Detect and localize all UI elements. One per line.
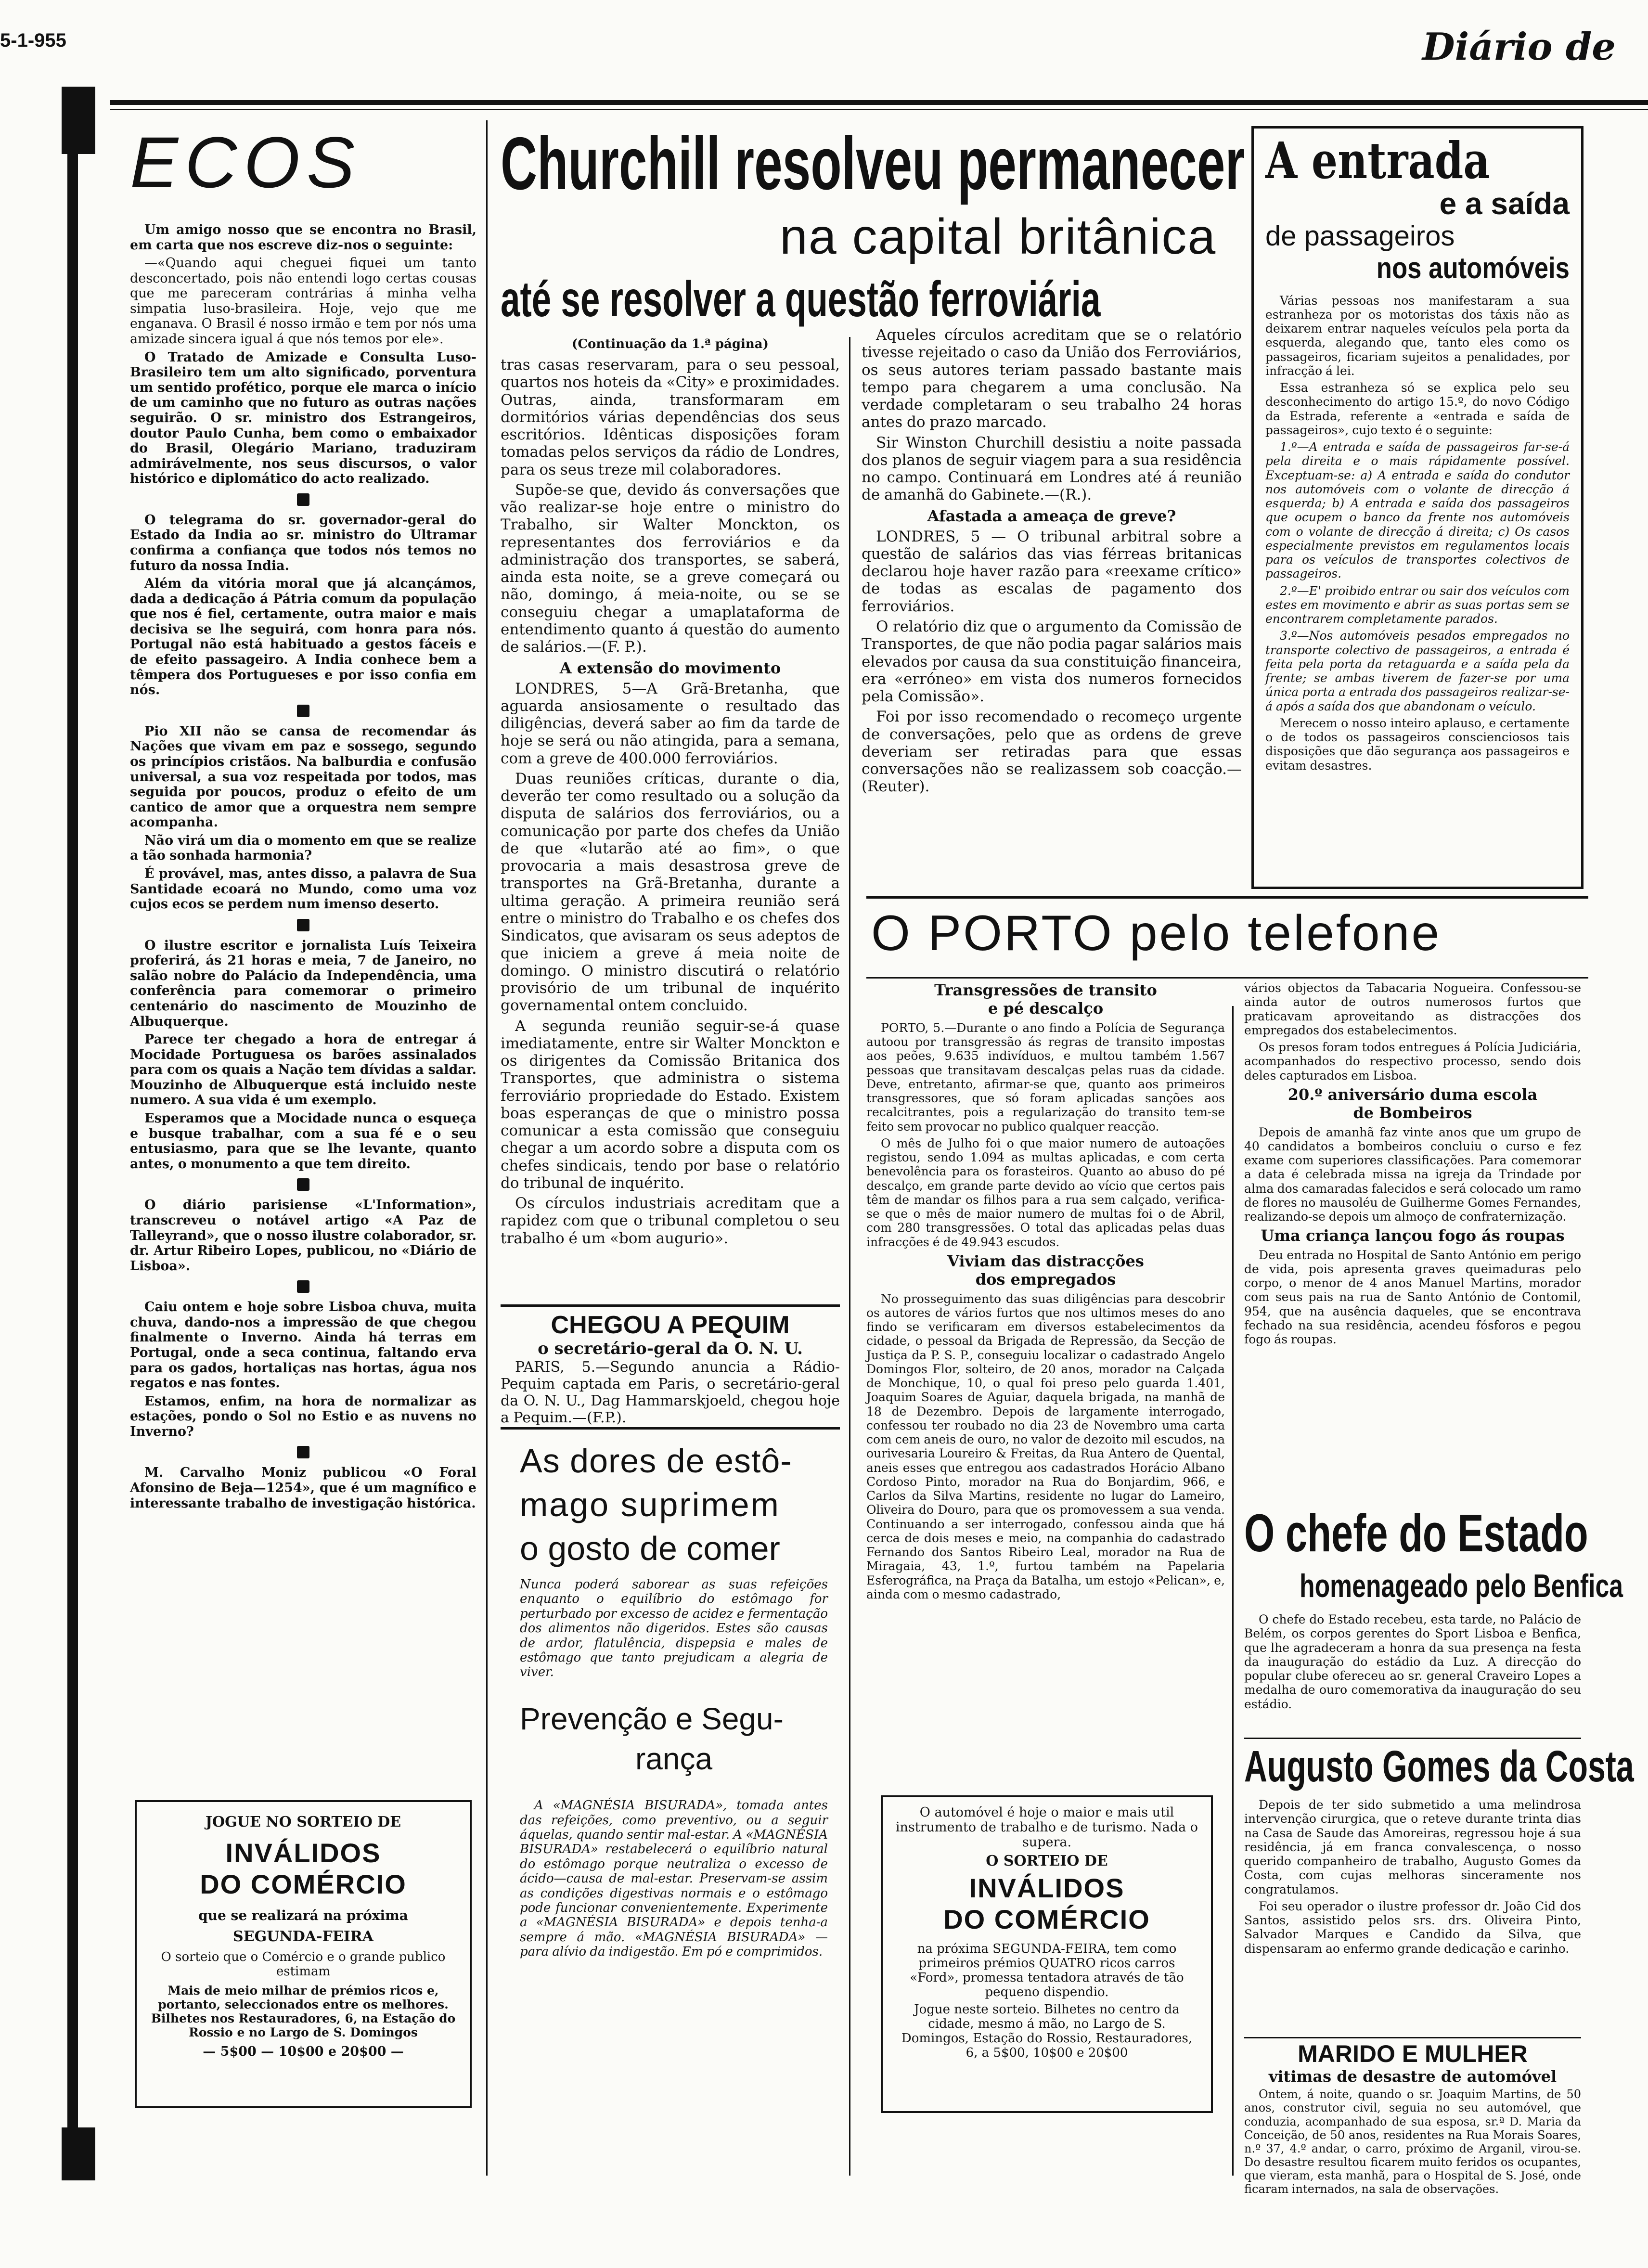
subheading: e pé descalço xyxy=(988,999,1104,1018)
ad-heading: Prevenção e Segu- xyxy=(520,1701,784,1736)
ecos-paragraph: O ilustre escritor e jornalista Luís Teixeira proferirá, ás 21 horas e meia, 7 de Janeiro, no salão nobre do Palácio da Independência, uma conferência para comemorar o primeiro centenário do nascimento de Mouzinho de Albuquerque. xyxy=(130,938,476,1029)
subheading: A extensão do movimento xyxy=(559,658,781,677)
ad-heading: As dores de estô- xyxy=(520,1442,792,1480)
separator-mark xyxy=(297,1280,309,1293)
article-paragraph: PORTO, 5.—Durante o ano findo a Polícia de Segurança autoou por transgressão ás regras de transito impostas aos peões, 9.635 indivíduos, e multou também 1.567 pessoas que transitavam descalças pelas ruas da cidade. Deve, entretanto, afirmar-se que, quanto aos primeiros transgressores, que só foram aplicadas sanções aos recalcitrantes, pois a regularização do transito tem-se feito sem provocar no publico qualquer reacção. xyxy=(866,1020,1225,1134)
porto-title: O PORTO pelo telefone xyxy=(871,905,1442,961)
ecos-paragraph: O telegrama do sr. governador-geral do Estado da India ao sr. ministro do Ultramar confirma a confiança que todos nós temos no futuro da nossa India. xyxy=(130,512,476,573)
ecos-paragraph: Além da vitória moral que já alcançámos, dada a dedicação á Pátria comum da população que nos é fiel, certamente, outra maior e mais decisiva se lhe seguirá, com honra para nós. Portugal não está habituado a gestos fáceis e de efeito passageiro. A India conhece bem a têmpera dos Portugueses e por isso confia em nós. xyxy=(130,576,476,698)
headline-text: homenageado pelo Benfica xyxy=(1300,1568,1623,1604)
marido-article xyxy=(1244,2040,1581,2196)
article-paragraph: LONDRES, 5—A Grã-Bretanha, que aguarda ansiosamente o resultado das diligências, deverá saber ao fim da tarde de hoje se será ou não atingida, para a semana, com a greve de 400.000 ferroviários. xyxy=(501,680,840,767)
porto-column-2 xyxy=(1244,981,1581,1501)
article-paragraph: A segunda reunião seguir-se-á quase imediatamente, entre sir Walter Monckton e os dirigentes da Comissão Britanica dos Transportes, que administra o sistema ferroviário propriedade do Estado. Existem boas esperanças de que o ministro possa comunicar a esta comissão que conseguiu chegar a um acordo sobre a disputa com os chefes sindicais, tendo por base o relatório do tribunal de inquérito. xyxy=(501,1017,840,1192)
entrada-heading: e a saída xyxy=(1439,186,1570,221)
ecos-paragraph: Um amigo nosso que se encontra no Brasil, em carta que nos escreve diz-nos o seguinte: xyxy=(130,222,476,253)
ecos-paragraph: É provável, mas, antes disso, a palavra de Sua Santidade ecoará no Mundo, como uma voz cujos ecos se perdem num imenso deserto. xyxy=(130,866,476,912)
ad-line: O automóvel é hoje o maior e mais util instrumento de trabalho e de turismo. Nada o supera. xyxy=(895,1805,1198,1850)
ad-line: — 5$00 — 10$00 e 20$00 — xyxy=(203,2044,404,2059)
entrada-box xyxy=(1251,126,1584,889)
article-paragraph: tras casas reservaram, para o seu pessoal, quartos nos hoteis da «City» e proximidades. Outras, ainda, transformaram em dormitórios várias dependências dos seus escritórios. Idênticas disposições foram tomadas pelos serviços da rádio de Londres, para os seus treze mil colaboradores. xyxy=(501,356,840,478)
article-paragraph: Duas reuniões críticas, durante o dia, deverão ter como resultado ou a solução da disputa de salários dos ferroviários, ou a comunicação por parte dos chefes da União de que «lutarão até ao fim», o que provocaria a mais desastrosa greve de transportes na Grã-Bretanha, durante a ultima geração. A primeira reunião será entre o ministro do Trabalho e os chefes dos Sindicatos, que avisaram os seus adeptos de que iniciem a greve á meia noite de domingo. O ministro discutirá o relatório provisório de um tribunal de inquérito governamental ontem concluido. xyxy=(501,770,840,1015)
entrada-heading: de passageiros xyxy=(1265,220,1455,252)
subheading: Afastada a ameaça de greve? xyxy=(927,506,1176,525)
entrada-paragraph: Merecem o nosso inteiro aplauso, e certamente o de todos os passageiros conscienciosos tais disposições que dão segurança aos passageiros e evitam desastres. xyxy=(1265,716,1570,773)
separator-mark xyxy=(297,919,309,931)
column-rule-1 xyxy=(486,120,488,2176)
ad-paragraph: A «MAGNÉSIA BISURADA», tomada antes das refeições, como preventivo, ou a seguir áquelas, quando sentir mal-estar. A «MAGNÉSIA BISURADA» restabelecerá o equilíbrio natural do estômago porque neutraliza o excesso de ácido—causa de mal-estar. Preservam-se assim as condições digestivas normais e o estômago pode funcionar convenientemente. Experimente a «MAGNÉSIA BISURADA» e depois tenha-a sempre á mão. «MAGNÉSIA BISURADA» — para alívio da indigestão. Em pó e comprimidos. xyxy=(520,1798,828,1959)
article-paragraph: Ontem, á noite, quando o sr. Joaquim Martins, de 50 anos, construtor civil, seguia no seu automóvel, que conduzia, acompanhado de sua esposa, sr.ª D. Maria da Conceição, de 50 anos, residentes na Rua Morais Soares, n.º 37, 4.º andar, o carro, próximo de Arganil, virou-se. Do desastre resultou ficarem muito feridos os ocupantes, que vieram, esta manhã, para o Hospital de S. José, onde ficaram internados, na sala de observações. xyxy=(1244,2088,1581,2196)
separator-mark xyxy=(297,493,309,506)
invalidos-ad-1 xyxy=(135,1800,472,2108)
subheading: Uma criança lançou fogo ás roupas xyxy=(1261,1226,1565,1245)
entrada-paragraph: Essa estranheza só se explica pelo seu desconhecimento do artigo 15.º, do novo Código da Estrada, referente a «entrada e saída de passageiros», cujo texto é o seguinte: xyxy=(1265,381,1570,437)
churchill-headline-1 xyxy=(501,122,1251,222)
gomes-rule xyxy=(1244,1738,1581,1739)
ecos-paragraph: Caiu ontem e hoje sobre Lisboa chuva, muita chuva, dando-nos a impressão de que chegou finalmente o Inverno. Ainda há terras em Portugal, onde a seca continua, faltando erva para os gados, hortaliças nas hortas, água nos regatos e nas fontes. xyxy=(130,1300,476,1391)
pequim-article xyxy=(501,1312,840,1427)
left-margin-bar xyxy=(62,87,95,154)
pequim-subheadline: o secretário-geral da O. N. U. xyxy=(538,1339,803,1359)
article-paragraph: Aqueles círculos acreditam que se o relatório tivesse rejeitado o caso da União dos Ferroviários, os seus autores teriam passado bastante mais tempo para chegarem a uma conclusão. Na verdade completaram o seu trabalho 24 horas antes do prazo marcado. xyxy=(862,326,1242,431)
article-paragraph: No prosseguimento das suas diligências para descobrir os autores de vários furtos que nos ultimos meses do ano findo se verificaram em diversos estabelecimentos da cidade, o pessoal da Brigada de Repressão, da Secção de Justiça da P. S. P., conseguiu localizar o cadastrado Angelo Domingos Flor, solteiro, de 20 anos, morador na Calçada de Monchique, 10, o qual foi preso pelo guarda 1.401, Joaquim Soares de Aguiar, daquela brigada, na manhã de 18 de Dezembro. Depois de largamente interrogado, confessou ter roubado no dia 23 de Novembro uma carta com cem aneis de ouro, no valor de dezoito mil escudos, na ourivesaria Loureiro & Freitas, da Rua Antero de Quental, aneis esses que entregou aos cadastrados Horácio Albano Cordoso Pinto, morador na Rua do Bonjardim, 966, e Carlos da Silva Martins, residente no lugar do Lameiro, Oliveira do Douro, para que os promovessem a sua venda. Continuando a ser interrogado, confessou ainda que há cerca de dois meses e meio, na companhia do cadastrado Fernando dos Santos Ribeiro Leal, morador na Rua de Miragaia, 43, 1.º, furtou também na Papelaria Esferográfica, na Praça da Batalha, um estojo «Pelican», e, ainda com o mesmo cadastrado, xyxy=(866,1291,1225,1601)
headline-text: Augusto Gomes da Costa xyxy=(1244,1742,1634,1791)
entrada-paragraph: 1.º—A entrada e saída de passageiros far-se-á pela direita e o mais rápidamente possível. Exceptuam-se: a) A entrada e saída do condutor nos automóveis com o volante de direcção á esquerda; b) A entrada e saída dos passageiros que ocupem o banco da frente nos automóveis com o volante de direcção á direita; c) Os casos especialmente previstos em regulamentos locais para os veículos de transportes colectivos de passageiros. xyxy=(1265,440,1570,581)
article-paragraph: Deu entrada no Hospital de Santo António em perigo de vida, pois apresenta graves queimaduras pelo corpo, o menor de 4 anos Manuel Martins, morador com seus pais na rua de Santo António de Contomil, 954, que na ausência daqueles, que se encontrava fechado na sua residência, acendeu fósforos e pegou fogo ás roupas. xyxy=(1244,1248,1581,1347)
pequim-rule-top xyxy=(501,1304,840,1307)
separator-mark xyxy=(297,705,309,717)
churchill-column-1 xyxy=(501,337,840,1304)
subheading: de Bombeiros xyxy=(1353,1104,1472,1122)
chefe-headline xyxy=(1244,1506,1610,1568)
ad-line: Mais de meio milhar de prémios ricos e, portanto, seleccionados entre os melhores. Bilhetes nos Restauradores, 6, na Estação do Rossio e no Largo de S. Domingos xyxy=(151,1984,456,2039)
left-margin-line xyxy=(67,154,78,2176)
left-margin-bar-bottom xyxy=(62,2127,95,2180)
subheading: Transgressões de transito xyxy=(934,981,1157,999)
ecos-paragraph: M. Carvalho Moniz publicou «O Foral Afonsino de Beja—1254», que é um magnífico e interessante trabalho de investigação histórica. xyxy=(130,1465,476,1511)
subheading: dos empregados xyxy=(975,1270,1116,1289)
article-paragraph: Depois de ter sido submetido a uma melindrosa intervenção cirurgica, que o reteve durante trinta dias na Casa de Saude das Amoreiras, regressou hoje á sua residência, já em franca convalescença, o nosso querido companheiro de trabalho, Augusto Gomes da Costa, com cujas melhoras sinceramente nos congratulamos. xyxy=(1244,1798,1581,1896)
churchill-headline-2: na capital britânica xyxy=(780,209,1217,265)
subheading: Viviam das distracções xyxy=(947,1251,1144,1270)
ecos-paragraph: Pio XII não se cansa de recomendar ás Nações que vivam em paz e sossego, segundo os princípios cristãos. Na balburdia e confusão universal, a sua voz respeitada por todos, mas seguida por poucos, produz o efeito de um cantico de amor que a orquestra nem sempre acompanha. xyxy=(130,723,476,830)
ad-paragraph: Nunca poderá saborear as suas refeições enquanto o equilíbrio do estômago for perturbado por excesso de acidez e fermentação dos alimentos não digeridos. Estes são causas de ardor, flatulência, dispepsia e males de estômago que tanto prejudicam a alegria de viver. xyxy=(520,1577,828,1680)
header-rule-1 xyxy=(110,100,1648,105)
ecos-paragraph: Estamos, enfim, na hora de normalizar as estações, pondo o Sol no Estio e as nuvens no Inverno? xyxy=(130,1393,476,1439)
article-paragraph: O relatório diz que o argumento da Comissão de Transportes, de que não podia pagar salários mais elevados por causa da sua constituição financeira, era «erróneo» em vista dos numeros fornecidos pela Comissão». xyxy=(862,618,1242,706)
entrada-paragraph: 3.º—Nos automóveis pesados empregados no transporte colectivo de passageiros, a entrada é feita pela porta da retaguarda e a saída pela da frente; se ambas tiverem de fazer-se por uma única porta a entrada dos passageiros realizar-se-á após a saída dos que abandonam o veículo. xyxy=(1265,629,1570,713)
masthead: Diário de xyxy=(1422,25,1616,69)
chefe-article xyxy=(1244,1612,1581,1733)
article-paragraph: Foi seu operador o ilustre professor dr. João Cid dos Santos, assistido pelos srs. drs. Oliveira Pinto, Salvador Marques e Candido da Silva, que dispensaram ao enfermo grande dedicação e carinho. xyxy=(1244,1899,1581,1956)
marido-rule xyxy=(1244,2037,1581,2038)
column-rule-3 xyxy=(1232,1006,1234,2176)
marido-subheadline: vitimas de desastre de automóvel xyxy=(1268,2067,1557,2086)
column-rule-2 xyxy=(849,337,850,2176)
entrada-paragraph: Várias pessoas nos manifestaram a sua estranheza por os motoristas dos táxis não as deixarem entrar naqueles veículos pela porta da esquerda, alegando que, tanto eles como os passageiros, ficariam sujeitos a penalidades, por infracção á lei. xyxy=(1265,293,1570,378)
ad-line: O sorteio que o Comércio e o grande publico estimam xyxy=(161,1950,446,1979)
ad-heading: rança xyxy=(635,1741,713,1777)
ad-line: O SORTEIO DE xyxy=(986,1853,1108,1869)
continuation-note: (Continuação da 1.ª página) xyxy=(572,337,769,351)
ad-heading: INVÁLIDOS xyxy=(969,1873,1125,1903)
article-paragraph: Sir Winston Churchill desistiu a noite passada dos planos de seguir viagem para a sua residência no campo. Continuará em Londres até á reunião de amanhã do Gabinete.—(R.). xyxy=(862,434,1242,504)
entrada-heading: A entrada xyxy=(1265,131,1490,190)
headline-text: O chefe do Estado xyxy=(1244,1504,1588,1563)
ad-line: Jogue neste sorteio. Bilhetes no centro da cidade, mesmo á mão, no Largo de S. Domingos, Estação do Rossio, Restauradores, 6, a 5$00, 10$00 e 20$00 xyxy=(901,2002,1193,2060)
ad-heading: mago suprimem xyxy=(520,1486,780,1523)
separator-mark xyxy=(297,1178,309,1191)
churchill-column-2 xyxy=(862,326,1242,885)
ad-heading: INVÁLIDOS xyxy=(225,1838,381,1868)
article-paragraph: O chefe do Estado recebeu, esta tarde, no Palácio de Belém, os corpos gerentes do Sport Lisboa e Benfica, que lhe agradeceram a honra da sua presença na festa da inauguração do estádio da Luz. A direcção do popular clube ofereceu ao sr. general Craveiro Lopes a medalha de ouro comemorativa da inauguração do seu estádio. xyxy=(1244,1612,1581,1711)
article-paragraph: PARIS, 5.—Segundo anuncia a Rádio-Pequim captada em Paris, o secretário-geral da O. N. U., Dag Hammarskjoeld, chegou hoje a Pequim.—(F.P.). xyxy=(501,1358,840,1427)
article-paragraph: Depois de amanhã faz vinte anos que um grupo de 40 candidatos a bombeiros concluiu o curso e fez exame com superiores classificações. Para comemorar a data é celebrada missa na igreja da Trindade por alma dos camaradas falecidos e será colocado um ramo de flores no mausoléu de Guilherme Gomes Fernandes, realizando-se depois um almoço de confraternização. xyxy=(1244,1125,1581,1224)
article-paragraph: LONDRES, 5 — O tribunal arbitral sobre a questão de salários das vias férreas britanicas declarou hoje haver razão para «reexame crítico» de todas as escalas de pagamento dos ferroviários. xyxy=(862,528,1242,615)
headline-text: até se resolver a questão ferroviária xyxy=(501,271,1101,327)
ecos-paragraph: O Tratado de Amizade e Consulta Luso-Brasileiro tem um alto significado, porventura um sentido profético, porque ele marca o início de um caminho que no futuro as outras nações seguirão. O sr. ministro dos Estrangeiros, doutor Paulo Cunha, bem como o embaixador do Brasil, Olegário Mariano, traduziram admirávelmente, nos seus discursos, o valor histórico e diplomático do acto realizado. xyxy=(130,349,476,487)
porto-column-1 xyxy=(866,981,1225,1780)
entrada-heading: nos automóveis xyxy=(1376,252,1570,285)
article-paragraph: O mês de Julho foi o que maior numero de autoações registou, sendo 1.094 as multas aplicadas, e com certa benevolência para os forasteiros. Quanto ao abuso do pé descalço, em grande parte devido ao vício que certos pais têm de mandar os filhos para a rua sem calçado, verifica-se que o mês de maior numero de multas foi o de Abril, com 280 transgressões. O total das aplicadas pelas duas infracções é de 49.943 escudos. xyxy=(866,1136,1225,1249)
article-paragraph: Supõe-se que, devido ás conversações que vão realizar-se hoje entre o ministro do Trabalho, sir Walter Monckton, os representantes dos ferroviários e da administração dos transportes, se saberá, ainda esta noite, se a greve começará ou não, domingo, á meia-noite, ou se se conseguiu chegar a umaplataforma de entendimento quanto á questão do aumento de salários.—(F. P.). xyxy=(501,481,840,656)
page-date: 5-1-955 xyxy=(0,30,66,51)
article-paragraph: vários objectos da Tabacaria Nogueira. Confessou-se ainda autor de outros numerosos furtos que praticavam aproveitando as distracções dos empregados dos estabelecimentos. xyxy=(1244,981,1581,1037)
article-paragraph: Os círculos industriais acreditam que a rapidez com que o tribunal completou o seu trabalho é um «bom augurio». xyxy=(501,1195,840,1247)
ad-heading: o gosto de comer xyxy=(520,1530,780,1567)
pequim-headline: CHEGOU A PEQUIM xyxy=(551,1311,790,1339)
ecos-paragraph: Parece ter chegado a hora de entregar á Mocidade Portuguesa os barões assinalados para com os quais a Nação tem dívidas a saldar. Mouzinho de Albuquerque está incluido neste numero. A sua vida é um exemplo. xyxy=(130,1032,476,1108)
invalidos-ad-2 xyxy=(881,1795,1213,2113)
ecos-paragraph: Esperamos que a Mocidade nunca o esqueça e busque trabalhar, com a sua fé e o seu entusiasmo, para que se lhe levante, quanto antes, o monumento a que tem direito. xyxy=(130,1111,476,1172)
ad-heading: DO COMÉRCIO xyxy=(943,1904,1150,1934)
ecos-paragraph: O diário parisiense «L'Information», transcreveu o notável artigo «A Paz de Talleyrand», que o nosso ilustre colaborador, sr. dr. Artur Ribeiro Lopes, publicou, no «Diário de Lisboa». xyxy=(130,1198,476,1274)
ad-heading: DO COMÉRCIO xyxy=(200,1869,407,1899)
separator-mark xyxy=(297,1446,309,1458)
header-rule-2 xyxy=(110,109,1648,110)
headline-text: Churchill resolveu permanecer xyxy=(501,122,1245,205)
ecos-paragraph: Não virá um dia o momento em que se realize a tão sonhada harmonia? xyxy=(130,833,476,863)
ad-line: JOGUE NO SORTEIO DE xyxy=(205,1814,401,1830)
porto-rule-top xyxy=(866,896,1588,899)
gomes-headline xyxy=(1244,1742,1634,1795)
porto-rule-bottom xyxy=(866,977,1588,979)
ad-line: SEGUNDA-FEIRA xyxy=(233,1928,373,1945)
marido-headline: MARIDO E MULHER xyxy=(1298,2040,1528,2067)
ad-line: que se realizará na próxima xyxy=(198,1907,408,1923)
ecos-title: ECOS xyxy=(130,122,362,203)
pequim-rule-bottom xyxy=(501,1427,840,1430)
entrada-paragraph: 2.º—E' proibido entrar ou sair dos veículos com estes em movimento e abrir as suas portas sem se encontrarem completamente parados. xyxy=(1265,583,1570,626)
ad-line: na próxima SEGUNDA-FEIRA, tem como primeiros prémios QUATRO ricos carros «Ford», promessa tentadora através de tão pequeno dispendio. xyxy=(910,1942,1184,1999)
article-paragraph: Os presos foram todos entregues á Polícia Judiciária, acompanhados do respectivo processo, sendo dois deles capturados em Lisboa. xyxy=(1244,1040,1581,1082)
article-paragraph: Foi por isso recomendado o recomeço urgente de conversações, pelo que as ordens de greve deveriam ser retiradas para que essas conversações não se realizassem sob coacção.—(Reuter). xyxy=(862,708,1242,796)
ecos-paragraph: —«Quando aqui cheguei fiquei um tanto desconcertado, pois não entendi logo certas cousas que me pareceram contrárias á minha velha simpatia luso-brasileira. Hoje, vejo que me enganava. O Brasil é nosso irmão e tem por nós uma amizade sincera igual á que nós temos por ele». xyxy=(130,256,476,347)
gomes-article xyxy=(1244,1798,1581,2034)
subheading: 20.º aniversário duma escola xyxy=(1288,1085,1538,1104)
chefe-subheadline xyxy=(1300,1568,1623,1611)
churchill-headline-3 xyxy=(501,271,1251,332)
magnesia-ad xyxy=(520,1439,828,2161)
